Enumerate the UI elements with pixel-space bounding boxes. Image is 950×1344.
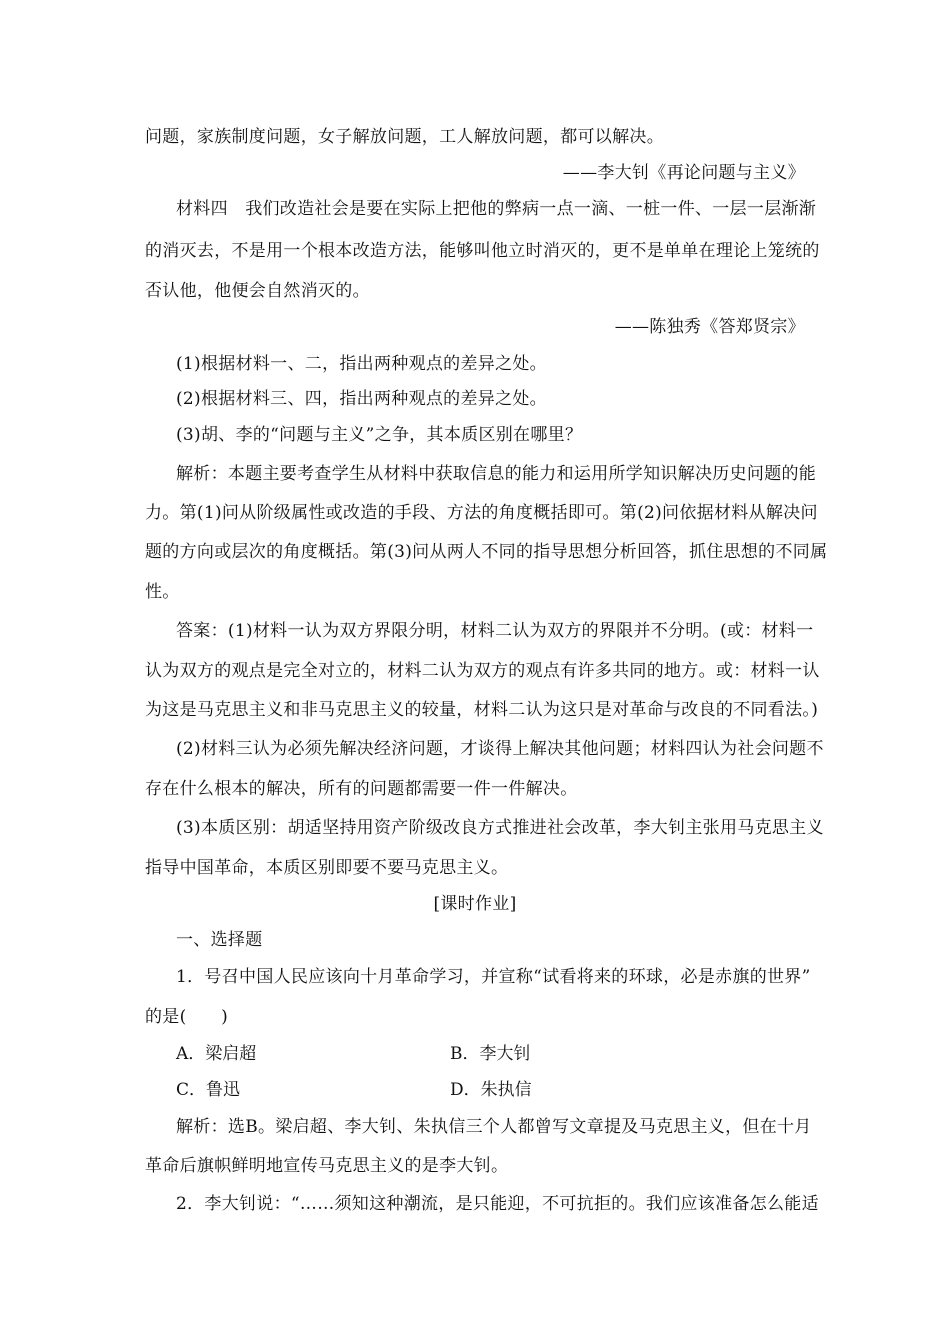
- option-d: D．朱执信: [450, 1080, 532, 1100]
- citation-line: ——李大钊《再论问题与主义》: [562, 163, 805, 183]
- question-line: (1)根据材料一、二，指出两种观点的差异之处。: [176, 354, 547, 374]
- answer-line: 指导中国革命，本质区别即要不要马克思主义。: [145, 858, 509, 878]
- analysis-line: 题的方向或层次的角度概括。第(3)问从两人不同的指导思想分析回答，抓住思想的不同属: [145, 542, 828, 562]
- option-c: C．鲁迅: [176, 1080, 241, 1100]
- analysis-line: 革命后旗帜鲜明地宣传马克思主义的是李大钊。: [145, 1156, 509, 1176]
- question-1-line: 1．号召中国人民应该向十月革命学习，并宣称“试看将来的环球，必是赤旗的世界”: [176, 967, 811, 987]
- question-2-line: 2．李大钊说：“……须知这种潮流，是只能迎，不可抗拒的。我们应该准备怎么能适: [176, 1194, 819, 1214]
- question-line: (3)胡、李的“问题与主义”之争，其本质区别在哪里？: [176, 425, 583, 445]
- answer-line: 答案：(1)材料一认为双方界限分明，材料二认为双方的界限并不分明。(或：材料一: [176, 621, 814, 641]
- text-line: 材料四 我们改造社会是要在实际上把他的弊病一点一滴、一桩一件、一层一层渐渐: [176, 199, 817, 219]
- text-line: 否认他，他便会自然消灭的。: [145, 281, 370, 301]
- answer-line: 存在什么根本的解决，所有的问题都需要一件一件解决。: [145, 779, 578, 799]
- answer-line: 为这是马克思主义和非马克思主义的较量，材料二认为这只是对革命与改良的不同看法。): [145, 700, 819, 720]
- section-heading: [课时作业]: [433, 894, 517, 914]
- analysis-line: 力。第(1)问从阶级属性或改造的手段、方法的角度概括即可。第(2)问依据材料从解决问: [145, 503, 818, 523]
- subsection-heading: 一、选择题: [176, 930, 263, 950]
- option-a: A．梁启超: [176, 1044, 257, 1064]
- answer-line: 认为双方的观点是完全对立的，材料二认为双方的观点有许多共同的地方。或：材料一认: [145, 661, 820, 681]
- analysis-line: 解析：选B。梁启超、李大钊、朱执信三个人都曾写文章提及马克思主义，但在十月: [176, 1117, 812, 1137]
- question-1-line: 的是( ): [145, 1007, 229, 1027]
- answer-line: (2)材料三认为必须先解决经济问题，才谈得上解决其他问题；材料四认为社会问题不: [176, 739, 824, 759]
- answer-line: (3)本质区别：胡适坚持用资产阶级改良方式推进社会改革，李大钊主张用马克思主义: [176, 818, 824, 838]
- analysis-line: 解析：本题主要考查学生从材料中获取信息的能力和运用所学知识解决历史问题的能: [176, 464, 817, 484]
- text-line: 问题，家族制度问题，女子解放问题，工人解放问题，都可以解决。: [145, 127, 664, 147]
- analysis-line: 性。: [145, 582, 180, 602]
- text-line: 的消灭去，不是用一个根本改造方法，能够叫他立时消灭的，更不是单单在理论上笼统的: [145, 241, 820, 261]
- citation-line: ——陈独秀《答郑贤宗》: [614, 317, 805, 337]
- option-b: B．李大钊: [450, 1044, 531, 1064]
- question-line: (2)根据材料三、四，指出两种观点的差异之处。: [176, 389, 547, 409]
